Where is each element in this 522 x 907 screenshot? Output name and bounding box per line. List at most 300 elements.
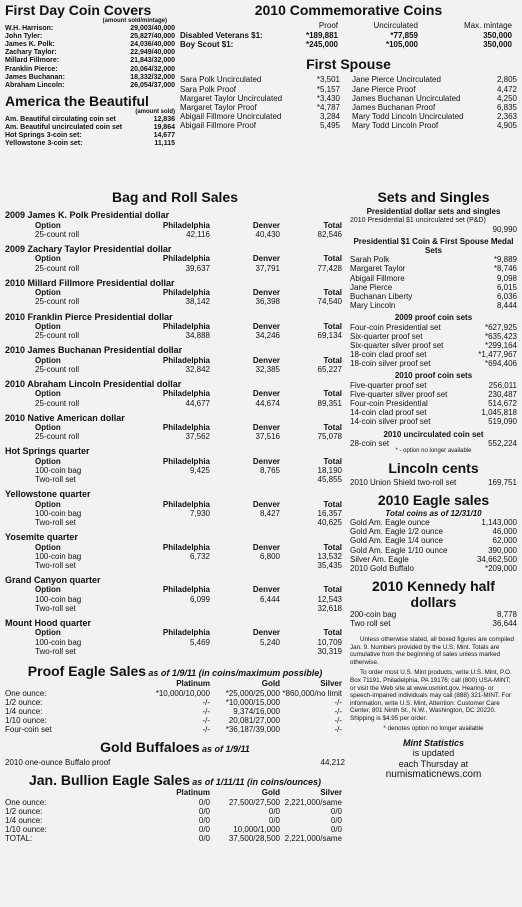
america-beautiful-label: Am. Beautiful circulating coin set <box>5 115 116 123</box>
proof-eagle-col: Platinum <box>176 679 210 689</box>
proof-eagle-cell: 20,081/27,000 <box>228 716 280 726</box>
unc-set-2010-value: 552,224 <box>488 438 517 448</box>
proof-eagle-cell: *25,000/25,000 <box>225 688 280 698</box>
bag-roll-cell: Option <box>35 288 61 298</box>
bag-roll-row <box>5 331 345 340</box>
proof-eagle-cell: *10,000/15,000 <box>225 697 280 707</box>
bag-roll-header-row <box>5 543 345 552</box>
bullion-eagle-cell: 1/10 ounce: <box>5 825 47 835</box>
first-day-label: Abraham Lincoln: <box>5 81 65 89</box>
bag-roll-section-title: 2010 James Buchanan Presidential dollar <box>5 345 183 356</box>
bag-roll-cell <box>125 518 210 527</box>
bullion-eagle-table <box>5 788 345 843</box>
sets-title: Sets and Singles <box>377 189 490 205</box>
bag-roll-cell: 6,732 <box>189 551 210 561</box>
proof-set-2009-label: 18-coin clad proof set <box>350 350 427 360</box>
bag-roll-cell: Total <box>323 585 342 595</box>
proof-set-2009-label: 18-coin silver proof set <box>350 359 431 369</box>
bag-roll-block <box>5 446 345 484</box>
eagle-2010-value: 1,143,000 <box>481 517 517 527</box>
first-day-value: 22,949/40,000 <box>130 49 175 57</box>
bag-roll-cell: Option <box>35 254 61 264</box>
bag-roll-cell: Denver <box>252 254 280 264</box>
bag-roll-cell: 37,791 <box>255 263 280 273</box>
proof-set-2010-row <box>350 417 517 426</box>
right-column <box>350 190 517 780</box>
commem-cell: *245,000 <box>305 39 338 49</box>
eagle-2010-row <box>350 546 517 555</box>
bullion-eagle-heading <box>5 773 345 788</box>
proof-eagle-cell: 1/10 ounce: <box>5 716 47 726</box>
medal-set-value: 8,444 <box>496 301 517 311</box>
eagle-2010-row <box>350 518 517 527</box>
proof-set-2010-row <box>350 390 517 399</box>
medal-set-row <box>350 283 517 292</box>
america-beautiful-row <box>5 116 175 124</box>
bag-roll-cell: 8,765 <box>259 465 280 475</box>
bag-roll-cell: 82,546 <box>317 229 342 239</box>
kennedy-value: 36,644 <box>492 619 517 629</box>
eagle-2010-row <box>350 536 517 545</box>
bag-roll-cell: Option <box>35 423 61 433</box>
bag-roll-cell: 75,078 <box>317 432 342 442</box>
proof-eagle-header <box>5 679 345 688</box>
bag-roll-cell: 38,142 <box>185 297 210 307</box>
bag-roll-cell: Philadelphia <box>162 628 210 638</box>
eagle-2010-value: 62,000 <box>492 536 517 546</box>
first-spouse-value: 5,495 <box>319 121 340 131</box>
proof-set-2010-label: 14-coin clad proof set <box>350 408 427 418</box>
lincoln-label: 2010 Union Shield two-roll set <box>350 478 457 488</box>
bag-roll-cell: 25-count roll <box>35 229 80 239</box>
bag-roll-block <box>5 489 345 527</box>
proof-set-2009-value: *299,164 <box>484 340 517 350</box>
proof-set-2010-value: 230,487 <box>488 389 517 399</box>
proof-set-2009-row <box>350 323 517 332</box>
bag-roll-section-title: Grand Canyon quarter <box>5 575 101 586</box>
first-spouse-left <box>180 75 340 130</box>
first-day-label: James K. Polk: <box>5 41 55 49</box>
bag-roll-cell: 44,674 <box>255 398 280 408</box>
bag-roll-cell: 5,240 <box>259 637 280 647</box>
first-spouse-label: James Buchanan Proof <box>352 102 436 112</box>
bag-roll-section-title: 2010 Millard Fillmore Presidential dollar <box>5 277 175 288</box>
bag-roll-cell: 5,469 <box>189 637 210 647</box>
bag-roll-cell <box>125 475 210 484</box>
bag-roll-row <box>5 466 345 475</box>
first-day-label: Zachary Taylor: <box>5 49 57 57</box>
lincoln-title: Lincoln cents <box>388 459 479 476</box>
bag-roll-cell: Denver <box>252 423 280 433</box>
first-spouse-value: 6,835 <box>496 102 517 112</box>
commem-row <box>180 40 517 49</box>
footer-line2: is updated <box>412 748 455 759</box>
proof-eagle-cell: -/- <box>334 697 342 707</box>
bag-roll-section-title: 2010 Franklin Pierce Presidential dollar <box>5 311 173 322</box>
bag-roll-cell <box>125 604 210 613</box>
america-beautiful-value: 19,864 <box>153 123 175 131</box>
eagle-2010-value: 34,662,500 <box>476 554 517 564</box>
first-day-value: 21,843/32,000 <box>130 57 175 65</box>
bag-roll-section-title: 2010 Native American dollar <box>5 412 125 423</box>
first-spouse-label: Abigail Fillmore Uncirculated <box>180 112 282 122</box>
proof-eagle-cell: -/- <box>202 725 210 735</box>
first-day-row <box>5 82 175 90</box>
america-beautiful-value: 12,836 <box>153 115 175 123</box>
first-spouse-label: Mary Todd Lincoln Uncirculated <box>352 112 464 122</box>
commem-cell: *105,000 <box>385 39 418 49</box>
notes <box>350 636 517 733</box>
bag-roll-cell: 6,800 <box>259 551 280 561</box>
proof-set-2009-value: *627,925 <box>484 322 517 332</box>
bag-roll-row <box>5 647 345 656</box>
footer-line1: Mint Statistics <box>402 737 464 748</box>
bag-roll-cell: 40,625 <box>317 518 342 528</box>
first-day-header: (amount sold/mintage) <box>102 18 167 25</box>
medal-set-label: Abigail Fillmore <box>350 273 405 283</box>
first-day-row <box>5 25 175 33</box>
proof-eagle-col: Silver <box>320 679 342 689</box>
first-spouse-label: Abigail Fillmore Proof <box>180 121 257 131</box>
proof-eagle-cell: 9,374/16,000 <box>233 706 280 716</box>
bag-roll-cell: Option <box>35 628 61 638</box>
bullion-eagle-cell: 0/0 <box>330 825 342 835</box>
first-spouse-value: *4,787 <box>316 102 340 112</box>
bag-roll-cell: Philadelphia <box>162 456 210 466</box>
commem-cell: Disabled Veterans $1: <box>180 30 263 40</box>
first-spouse-value: *5,157 <box>316 84 340 94</box>
notes-p2: To order most U.S. Mint products, write U.S. Mint, P.O. Box 71191, Philadelphia, PA 19176; call (800) USA-MINT; or visit the Web site at www.usmint.gov. Hearing- or speech-impaired individuals may call (888) 321-MINT. For information, write U.S. Mint, Attention: Customer Care Center, 801 Ninth St., N.W., Washington, DC 20220. Shipping is $4.95 per order. <box>350 669 512 722</box>
medal-set-label: Margaret Taylor <box>350 264 406 274</box>
commemorative-section <box>180 3 517 130</box>
bullion-eagle-cell: 0/0 <box>268 816 280 825</box>
bag-roll-cell: Philadelphia <box>162 288 210 298</box>
bag-roll-cell: Philadelphia <box>162 585 210 595</box>
bag-roll-row <box>5 230 345 239</box>
sets-b3-title: 2009 proof coin sets <box>394 313 473 323</box>
proof-eagle-row <box>5 689 345 698</box>
first-day-value: 25,827/40,000 <box>130 33 175 41</box>
bag-roll-cell: Denver <box>252 499 280 509</box>
bag-roll-cell: 100-coin bag <box>35 551 82 561</box>
america-beautiful-header: (amount sold) <box>135 109 175 116</box>
america-beautiful-label: Hot Springs 3-coin set: <box>5 132 82 140</box>
bullion-eagle-cell: 2,221,000/same <box>284 834 342 844</box>
bullion-eagle-col: Platinum <box>176 788 210 798</box>
bag-roll-row <box>5 604 345 613</box>
proof-eagle-cell: *860,000/no limit <box>282 688 342 698</box>
bag-roll-cell: Option <box>35 220 61 230</box>
bag-roll-block <box>5 278 345 307</box>
bag-roll-cell: Denver <box>252 585 280 595</box>
unc-set-2010-label: 28-coin set <box>350 438 390 448</box>
bullion-eagle-cell: 0/0 <box>330 806 342 816</box>
bag-roll-block <box>5 618 345 656</box>
bag-roll-cell: Option <box>35 585 61 595</box>
first-spouse-row <box>352 112 517 121</box>
america-beautiful-row <box>5 124 175 132</box>
gold-buffalo-heading <box>5 740 345 755</box>
bag-roll-cell: 7,930 <box>189 508 210 518</box>
eagle-2010-label: Gold Am. Eagle 1/4 ounce <box>350 536 443 546</box>
medal-set-value: *8,746 <box>493 264 517 274</box>
bag-roll-row <box>5 595 345 604</box>
medal-set-value: 6,015 <box>496 282 517 292</box>
first-day-label: W.H. Harrison: <box>5 25 54 33</box>
first-spouse-label: Mary Todd Lincoln Proof <box>352 121 439 131</box>
first-day-row <box>5 57 175 65</box>
first-spouse-label: Margaret Taylor Proof <box>180 102 257 112</box>
bag-roll-row <box>5 365 345 374</box>
bag-roll-row <box>5 297 345 306</box>
bullion-eagle-cell: 0/0 <box>198 825 210 835</box>
first-spouse-label: Jane Pierce Uncirculated <box>352 75 441 85</box>
bag-roll-cell <box>210 518 280 527</box>
bullion-eagle-row <box>5 807 345 816</box>
bag-roll-cell: 9,425 <box>189 465 210 475</box>
bag-roll-section-title: Yosemite quarter <box>5 532 78 543</box>
bag-roll-cell: 16,357 <box>317 508 342 518</box>
first-spouse-label: James Buchanan Uncirculated <box>352 93 461 103</box>
bag-roll-cell <box>125 647 210 656</box>
america-beautiful-list <box>5 116 175 148</box>
bag-roll-cell: Philadelphia <box>162 423 210 433</box>
first-spouse-value: 4,905 <box>496 121 517 131</box>
bullion-eagle-row <box>5 834 345 843</box>
commem-rows <box>180 31 517 49</box>
eagle-2010-value: 390,000 <box>488 545 517 555</box>
medal-set-label: Sarah Polk <box>350 255 390 265</box>
commem-col-proof: Proof <box>318 21 338 31</box>
bag-roll-block <box>5 532 345 570</box>
proof-set-2009-value: *1,477,967 <box>478 350 517 360</box>
bullion-eagle-cell: 0/0 <box>198 834 210 844</box>
bag-roll-cell: Total <box>323 220 342 230</box>
proof-set-2010-value: 256,011 <box>488 380 517 390</box>
bag-roll-cell: 25-count roll <box>35 432 80 442</box>
commem-col-unc: Uncirculated <box>373 21 418 31</box>
bag-roll-cell: Philadelphia <box>162 220 210 230</box>
bag-roll-row <box>5 518 345 527</box>
bag-roll-header-row <box>5 254 345 263</box>
proof-eagle-heading <box>5 664 345 679</box>
bag-roll-cell: Option <box>35 389 61 399</box>
first-day-label: Franklin Pierce: <box>5 65 58 73</box>
commem-cell: *77,859 <box>390 30 418 40</box>
bullion-eagle-row <box>5 825 345 834</box>
gold-buffalo-subtitle: as of 1/9/11 <box>201 744 250 755</box>
first-spouse-value: 2,363 <box>496 112 517 122</box>
medal-set-value: 9,098 <box>496 273 517 283</box>
bag-roll-cell: Option <box>35 321 61 331</box>
bag-roll-cell: 44,677 <box>185 398 210 408</box>
proof-set-2010-label: Four-coin Presidential <box>350 399 428 408</box>
medal-set-row <box>350 301 517 310</box>
proof-eagle-cell: *36,187/39,000 <box>225 725 280 735</box>
bag-roll-header-row <box>5 423 345 432</box>
proof-eagle-cell: One ounce: <box>5 688 47 698</box>
sets-b4-list <box>350 381 517 427</box>
proof-eagle-cell: -/- <box>334 716 342 726</box>
bag-roll-cell: 39,637 <box>185 263 210 273</box>
commem-cell: *189,881 <box>305 30 338 40</box>
bag-roll-cell: Philadelphia <box>162 542 210 552</box>
proof-set-2009-row <box>350 341 517 350</box>
bag-roll-row <box>5 399 345 408</box>
medal-set-row <box>350 292 517 301</box>
proof-eagle-title: Proof Eagle Sales <box>27 662 147 679</box>
commem-cell: 350,000 <box>483 39 512 49</box>
bag-roll-cell: Total <box>323 389 342 399</box>
kennedy-label: Two roll set <box>350 619 391 629</box>
proof-eagle-cell: -/- <box>334 725 342 735</box>
bag-roll-block <box>5 575 345 613</box>
bag-roll-cell: Total <box>323 542 342 552</box>
proof-set-2010-label: 14-coin silver proof set <box>350 417 431 427</box>
medal-set-value: *9,889 <box>493 255 517 265</box>
sets-b1-row <box>350 217 517 234</box>
bag-roll-cell: Denver <box>252 355 280 365</box>
bag-roll-cell <box>210 475 280 484</box>
bag-roll-cell: 25-count roll <box>35 331 80 341</box>
bullion-eagle-title: Jan. Bullion Eagle Sales <box>28 772 191 789</box>
bag-roll-cell: 13,532 <box>317 551 342 561</box>
bag-roll-cell: Denver <box>252 220 280 230</box>
eagle-2010-row <box>350 527 517 536</box>
america-beautiful-value: 14,677 <box>153 132 175 140</box>
bullion-eagle-cell: 1/2 ounce: <box>5 806 43 816</box>
bag-roll-cell: 25-count roll <box>35 364 80 374</box>
eagle-2010-row <box>350 555 517 564</box>
bag-roll-cell: Two-roll set <box>35 518 76 528</box>
bag-roll-block <box>5 413 345 442</box>
notes-p1: Unless otherwise stated, all boxed figures are compiled Jan. 9. Numbers provided by the U.S. Mint. Totals are cumulative from the beginning of sales unless marked otherwise. <box>350 636 515 666</box>
eagle-2010-label: Silver Am. Eagle <box>350 554 409 564</box>
sets-b2-list <box>350 255 517 310</box>
bag-roll-cell: 65,227 <box>317 364 342 374</box>
proof-eagle-row <box>5 707 345 716</box>
first-spouse-row <box>352 103 517 112</box>
proof-eagle-table <box>5 679 345 734</box>
medal-set-row <box>350 255 517 264</box>
bag-roll-row <box>5 475 345 484</box>
proof-set-2009-row <box>350 350 517 359</box>
unc-set-2010-row <box>350 439 517 448</box>
bag-roll-cell: Denver <box>252 542 280 552</box>
footer <box>350 738 517 781</box>
kennedy-list <box>350 610 517 628</box>
bag-roll-header-row <box>5 500 345 509</box>
first-day-row <box>5 41 175 49</box>
bag-roll-row <box>5 432 345 441</box>
first-spouse-value: 2,805 <box>496 75 517 85</box>
bag-roll-section-title: 2009 James K. Polk Presidential dollar <box>5 210 170 221</box>
proof-set-2010-value: 1,045,818 <box>481 408 517 418</box>
bag-roll-block <box>5 312 345 341</box>
bag-roll-section-title: Hot Springs quarter <box>5 446 90 457</box>
bag-roll-cell: 6,444 <box>259 594 280 604</box>
proof-set-2009-row <box>350 359 517 368</box>
bag-roll-cell: 25-count roll <box>35 263 80 273</box>
bag-roll-cell: 18,190 <box>317 465 342 475</box>
bag-roll-row <box>5 561 345 570</box>
bag-roll-cell: Philadelphia <box>162 254 210 264</box>
proof-set-2010-label: Five-quarter proof set <box>350 380 427 390</box>
first-spouse-value: 4,250 <box>496 93 517 103</box>
first-day-label: John Tyler: <box>5 33 43 41</box>
medal-set-row <box>350 264 517 273</box>
first-spouse-row <box>352 85 517 94</box>
bag-roll-cell: Option <box>35 499 61 509</box>
bag-roll-block <box>5 244 345 273</box>
first-day-row <box>5 74 175 82</box>
proof-eagle-cell: *10,000/10,000 <box>155 688 210 698</box>
proof-set-2010-value: 514,672 <box>488 399 517 408</box>
bag-roll-cell: 37,562 <box>185 432 210 442</box>
bag-roll-header-row <box>5 389 345 398</box>
bag-roll-cell: 40,430 <box>255 229 280 239</box>
bag-roll-title: Bag and Roll Sales <box>111 189 239 205</box>
commem-title: 2010 Commemorative Coins <box>254 2 443 18</box>
first-day-label: James Buchanan: <box>5 73 65 81</box>
bag-roll-cell: Total <box>323 499 342 509</box>
first-spouse-row <box>180 94 340 103</box>
sets-b1-label: 2010 Presidential $1 uncirculated set (P&D) <box>350 216 486 224</box>
sets-b1-value: 90,990 <box>492 224 517 234</box>
sets-b5-title: 2010 uncirculated coin set <box>383 429 484 439</box>
sets-note: * - option no longer available <box>395 447 472 454</box>
first-day-value: 24,036/40,000 <box>130 41 175 49</box>
bag-roll-header-row <box>5 628 345 637</box>
bag-roll-cell: Total <box>323 321 342 331</box>
notes-p3: * denotes option no longer available <box>383 725 484 733</box>
first-spouse-row <box>352 121 517 130</box>
bag-roll-cell: 37,516 <box>255 432 280 442</box>
commem-row <box>180 31 517 40</box>
footer-link[interactable]: numismaticnews.com <box>385 768 482 780</box>
bag-roll-row <box>5 638 345 647</box>
bag-roll-cell: 42,116 <box>186 229 210 239</box>
bullion-eagle-cell: 0/0 <box>198 797 210 807</box>
bullion-eagle-cell: 2,221,000/same <box>284 797 342 807</box>
first-spouse-value: 3,284 <box>319 112 340 122</box>
medal-set-label: Mary Lincoln <box>350 301 396 311</box>
bag-roll-cell: 25-count roll <box>35 398 80 408</box>
america-beautiful-value: 11,115 <box>154 140 175 148</box>
first-spouse-label: Margaret Taylor Uncirculated <box>180 93 283 103</box>
first-spouse-label: Sara Polk Proof <box>180 84 237 94</box>
eagle-2010-label: 2010 Gold Buffalo <box>350 563 414 573</box>
bag-roll-cell: Philadelphia <box>162 499 210 509</box>
bag-roll-cell: 10,709 <box>317 637 342 647</box>
eagle-2010-value: *209,000 <box>484 563 517 573</box>
kennedy-title: 2010 Kennedy half dollars <box>372 578 495 610</box>
bag-roll-cell: Option <box>35 542 61 552</box>
sets-b4-title: 2010 proof coin sets <box>394 371 473 381</box>
bag-roll-cell: 100-coin bag <box>35 465 82 475</box>
bag-roll-cell: Two-roll set <box>35 560 76 570</box>
kennedy-value: 8,778 <box>496 609 517 619</box>
sets-b5-list <box>350 439 517 448</box>
bag-roll-cell: 34,246 <box>255 331 280 341</box>
proof-set-2009-value: *694,406 <box>484 359 517 369</box>
proof-eagle-cell: -/- <box>202 716 210 726</box>
eagle-2010-row <box>350 564 517 573</box>
proof-set-2010-row <box>350 399 517 408</box>
bag-roll-cell: 6,099 <box>189 594 210 604</box>
proof-set-2010-label: Five-quarter silver proof set <box>350 389 448 399</box>
bullion-eagle-cell: 10,000/1,000 <box>233 825 280 835</box>
